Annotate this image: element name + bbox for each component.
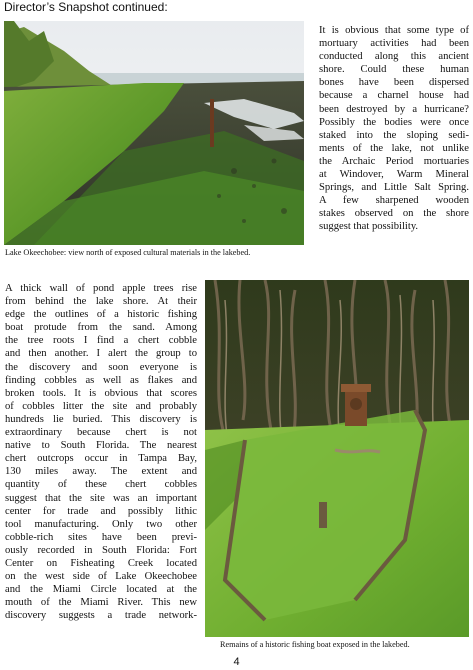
- text-line: extraordinary because chert is not: [5, 427, 197, 439]
- text-line: of cobbles litter the site and probably: [5, 400, 197, 412]
- text-line: the tree roots I find a chert cobble: [5, 335, 197, 347]
- text-line: at Windover, Warm Mineral: [319, 169, 469, 181]
- text-line: from behind the lake shore. At their: [5, 296, 197, 308]
- lake-okeechobee-photo: [4, 21, 304, 245]
- text-line: the discovery and soon everyone is: [5, 361, 197, 373]
- text-line: mouth of the Miami River. This new: [5, 597, 197, 609]
- text-line: quantity of these chert cobbles: [5, 479, 197, 491]
- text-line: bones have been dispersed: [319, 77, 469, 89]
- text-line: broken tools. It is obvious that scores: [5, 387, 197, 399]
- text-line: tool manufacturing. Only two other: [5, 518, 197, 530]
- text-line: Possibly the bodies were once: [319, 116, 469, 128]
- text-line: Springs, and Little Salt Spring.: [319, 182, 469, 194]
- text-line: staked into the sloping sedi-: [319, 129, 469, 141]
- text-line: native to South Florida. The nearest: [5, 440, 197, 452]
- text-line: and the Miami Circle located at the: [5, 584, 197, 596]
- text-line: boat protude from the sand. Among: [5, 322, 197, 334]
- text-line: discovery suggests a trade network-: [5, 610, 197, 622]
- text-line: shore. Could these human: [319, 64, 469, 76]
- text-line: center for trade and possibly lithic: [5, 505, 197, 517]
- text-line: stakes observed on the shore: [319, 208, 469, 220]
- text-line: hundreds lie buried. This discovery is: [5, 413, 197, 425]
- right-text-column: [319, 24, 469, 234]
- text-line: suggest that the site was an important: [5, 492, 197, 504]
- lake-photo-caption: Lake Okeechobee: view north of exposed cultural materials in the lakebed.: [5, 248, 251, 257]
- text-line: suggest that possibility.: [319, 221, 419, 233]
- fishing-boat-photo: [205, 280, 469, 637]
- text-line: conducted along this ancient: [319, 51, 469, 63]
- text-line: A few sharpened wooden: [319, 195, 469, 207]
- text-line: chert outcrops occur in Tampa Bay,: [5, 453, 197, 465]
- text-line: ments of the lake, not unlike: [319, 142, 469, 154]
- text-line: ously recorded in South Florida: Fort: [5, 544, 197, 556]
- text-line: and then another. I alert the group to: [5, 348, 197, 360]
- text-line: Center on Fisheating Creek located: [5, 557, 197, 569]
- text-line: A thick wall of pond apple trees rise: [5, 283, 197, 294]
- text-line: mortuary activities had been: [319, 38, 469, 50]
- text-line: 130 miles away. The extent and: [5, 466, 197, 478]
- text-line: on the west side of Lake Okeechobee: [5, 571, 197, 583]
- left-text-column: [5, 282, 197, 622]
- text-line: edge the outlines of a historic fishing: [5, 309, 197, 321]
- text-line: been destroyed by a hurricane?: [319, 103, 469, 115]
- boat-photo-caption: Remains of a historic fishing boat exposed in the lakebed.: [220, 640, 410, 649]
- text-line: because a charnel house had: [319, 90, 469, 102]
- page-number: 4: [233, 656, 240, 668]
- page-header: Director’s Snapshot continued:: [4, 0, 168, 14]
- text-line: the Archaic Period mortuaries: [319, 155, 469, 167]
- text-line: finding cobbles as well as flakes and: [5, 374, 197, 386]
- text-line: cobble-rich sites have been previ-: [5, 531, 197, 543]
- text-line: It is obvious that some type of: [319, 25, 469, 36]
